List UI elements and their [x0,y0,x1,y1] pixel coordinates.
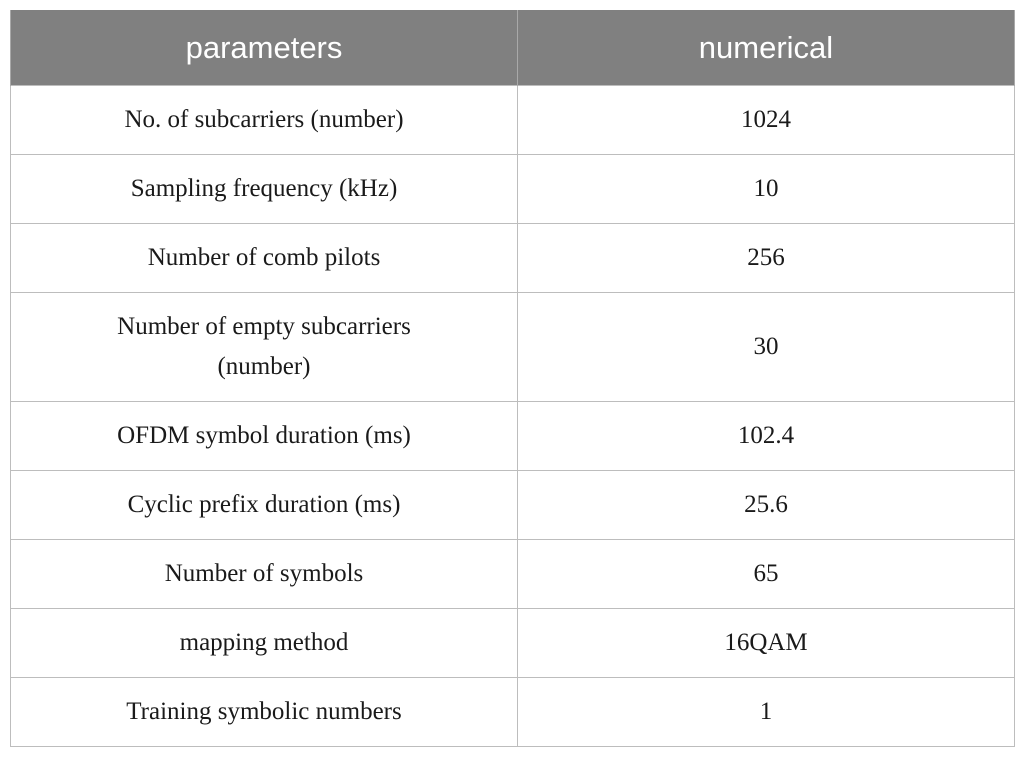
parameter-cell: mapping method [11,609,518,678]
value-cell: 25.6 [518,471,1015,540]
header-parameters: parameters [11,10,518,86]
value-cell: 1024 [518,86,1015,155]
table-row [11,540,1015,609]
table-row [11,609,1015,678]
value-cell: 1 [518,678,1015,747]
parameter-cell: OFDM symbol duration (ms) [11,402,518,471]
table-row [11,402,1015,471]
parameter-text: Number of empty subcarriers (number) [117,313,411,380]
value-cell: 30 [518,293,1015,402]
parameter-cell: Number of comb pilots [11,224,518,293]
table-row [11,678,1015,747]
table-row [11,224,1015,293]
parameter-cell: Sampling frequency (kHz) [11,155,518,224]
table-row [11,86,1015,155]
value-cell: 102.4 [518,402,1015,471]
value-cell: 65 [518,540,1015,609]
table-row [11,155,1015,224]
value-cell: 16QAM [518,609,1015,678]
parameter-cell: Training symbolic numbers [11,678,518,747]
parameters-table [10,10,1015,747]
value-cell: 10 [518,155,1015,224]
table-row [11,471,1015,540]
parameter-cell: No. of subcarriers (number) [11,86,518,155]
table-header-row [11,10,1015,86]
parameters-table-container [10,10,1014,747]
value-cell: 256 [518,224,1015,293]
parameter-cell [11,293,518,402]
parameter-cell: Number of symbols [11,540,518,609]
parameter-cell: Cyclic prefix duration (ms) [11,471,518,540]
table-row [11,293,1015,402]
header-numerical: numerical [518,10,1015,86]
